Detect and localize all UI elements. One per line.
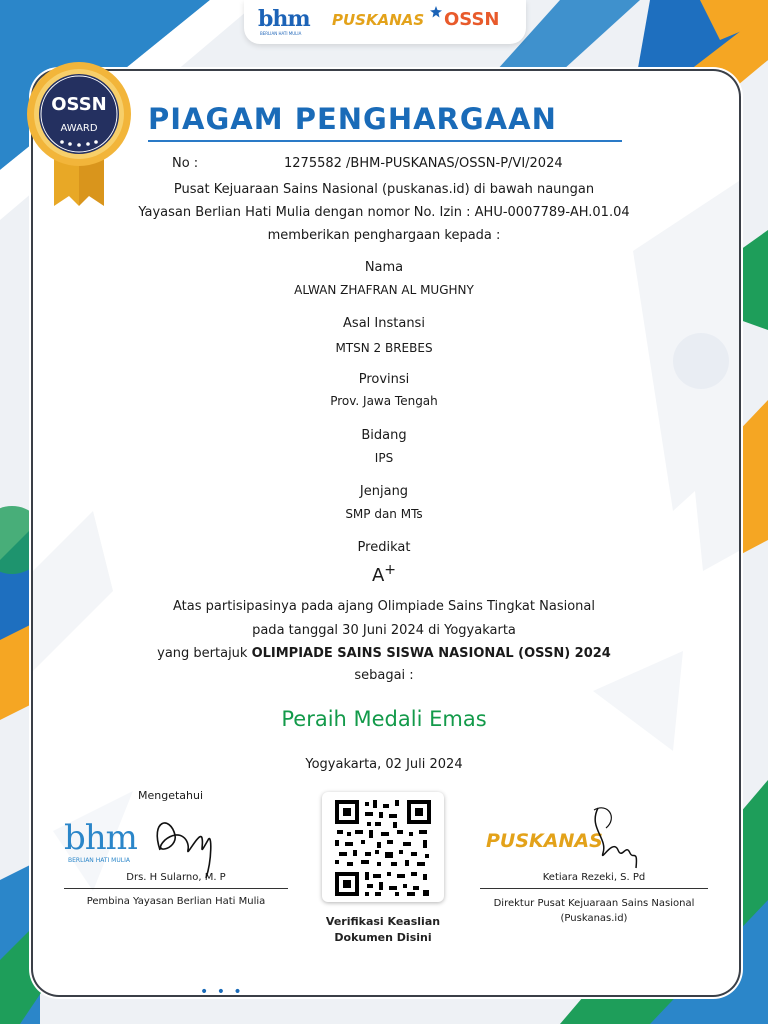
instansi-label: Asal Instansi (343, 316, 425, 331)
event-name: OLIMPIADE SAINS SISWA NASIONAL (OSSN) 2024 (251, 646, 611, 661)
intro-line-1: Pusat Kejuaraan Sains Nasional (puskanas.id) di bawah naungan (173, 182, 595, 197)
qr-caption-line-1: Verifikasi Keaslian (325, 915, 441, 928)
verification-qr-code[interactable] (322, 792, 444, 902)
left-signer-role: Pembina Yayasan Berlian Hati Mulia (86, 896, 266, 907)
qr-code-icon (333, 798, 433, 898)
bhm-signature-logo-subtitle: BERLIAN HATI MULIA (68, 857, 130, 864)
intro-line-3: memberikan penghargaan kepada : (267, 228, 501, 243)
grade-letter: A (371, 565, 385, 586)
event-line-4: sebagai : (354, 668, 414, 683)
left-signature (130, 810, 230, 880)
certificate-title: PIAGAM PENGHARGAAN (148, 102, 557, 136)
grade-modifier: + (384, 562, 397, 578)
star-icon (430, 6, 442, 18)
badge-award-text: AWARD (60, 123, 98, 134)
certificate-number-label: No : (172, 156, 199, 171)
header-logo-bar (244, 0, 526, 44)
right-signature (578, 798, 648, 878)
right-signer-role-line-2: (Puskanas.id) (560, 913, 628, 924)
right-signer-role (470, 896, 718, 926)
bidang-label: Bidang (361, 428, 407, 443)
certificate-number: 1275582 /BHM-PUSKANAS/OSSN-P/VI/2024 (284, 156, 563, 171)
place-date: Yogyakarta, 02 Juli 2024 (305, 757, 463, 772)
puskanas-logo: PUSKANAS (332, 11, 425, 29)
left-signer-name: Drs. H Sularno, M. P (126, 872, 226, 883)
recipient-province: Prov. Jawa Tengah (330, 394, 438, 408)
jenjang-label: Jenjang (359, 484, 409, 499)
mengetahui-label: Mengetahui (138, 789, 204, 802)
ossn-logo: OSSN (444, 9, 500, 30)
event-line-3 (0, 646, 768, 661)
right-signer-role-line-1: Direktur Pusat Kejuaraan Sains Nasional (493, 898, 695, 909)
badge-ossn-text: OSSN (51, 94, 107, 115)
recipient-field: IPS (374, 451, 394, 465)
right-signature-line (480, 888, 708, 889)
recipient-level: SMP dan MTs (345, 507, 423, 521)
provinsi-label: Provinsi (358, 372, 410, 387)
recipient-name: ALWAN ZHAFRAN AL MUGHNY (294, 283, 474, 297)
recipient-institution: MTSN 2 BREBES (335, 341, 433, 355)
left-signature-line (64, 888, 288, 889)
title-underline (148, 140, 622, 142)
qr-caption-line-2: Dokumen Disini (334, 931, 432, 944)
predikat-label: Predikat (357, 540, 411, 555)
recipient-grade (0, 562, 768, 586)
event-line-2: pada tanggal 30 Juni 2024 di Yogyakarta (252, 623, 516, 638)
puskanas-signature-logo: PUSKANAS (486, 830, 603, 852)
bhm-logo: bhm (258, 6, 310, 32)
award-title: Peraih Medali Emas (281, 707, 487, 731)
event-line-1: Atas partisipasinya pada ajang Olimpiade Sains Tingkat Nasional (173, 599, 595, 614)
nama-label: Nama (364, 260, 404, 275)
bhm-logo-subtitle: BERLIAN HATI MULIA (260, 31, 302, 36)
right-signer-name: Ketiara Rezeki, S. Pd (542, 872, 646, 883)
bhm-signature-logo: bhm (64, 818, 137, 858)
intro-line-2: Yayasan Berlian Hati Mulia dengan nomor No. Izin : AHU-0007789-AH.01.04 (138, 205, 630, 220)
qr-caption (300, 914, 466, 946)
event-line-3-prefix: yang bertajuk (157, 646, 252, 661)
decorative-dots: • • • (200, 984, 244, 1000)
